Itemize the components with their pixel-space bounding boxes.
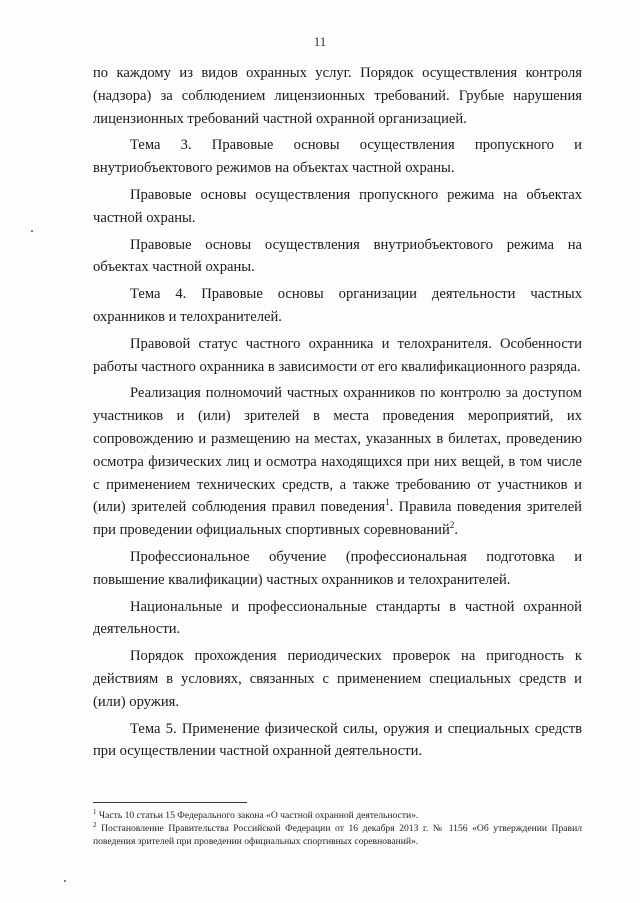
footnote-text: Часть 10 статьи 15 Федерального закона «О частной охранной деятельности». [96,810,419,821]
topic-5-heading: Тема 5. Применение физической силы, оружия и специальных средств при осуществлении частной охранной деятельности. [93,720,582,760]
topic-3-heading: Тема 3. Правовые основы осуществления пропускного и внутриобъектового режимов на объектах частной охраны. [93,137,582,177]
footnote-ref: 2 [449,520,455,531]
paragraph: Правовые основы осуществления внутриобъектового режима на объектах частной охраны. [93,236,582,276]
footnote-ref: 1 [385,497,390,508]
scan-speck [64,880,66,882]
footnotes [93,809,582,848]
paragraph-text: . Правила поведения зрителей при проведении официальных спортивных соревнований [93,499,582,539]
footnote-text: Постановление Правительства Российской Федерации от 16 декабря 2013 г. № 1156 «Об утверждении Правил поведения зрителей при проведении официальных спортивных соревнований». [93,823,582,847]
footnote-marker: 1 [93,807,97,816]
paragraph: Правовой статус частного охранника и телохранителя. Особенности работы частного охранника в зависимости от его квалификационного разряда. [93,335,582,375]
page-number: 11 [313,34,327,49]
scan-speck [31,230,33,232]
footnote [93,809,582,822]
topic-4-heading: Тема 4. Правовые основы организации деятельности частных охранников и телохранителей. [93,286,582,325]
paragraph: Правовые основы осуществления пропускного режима на объектах частной охраны. [93,186,582,226]
footnote [93,822,582,848]
paragraph-continuation: по каждому из видов охранных услуг. Порядок осуществления контроля (надзора) за соблюдением лицензионных требований. Грубые нарушения лицензионных требований частной охранной организацией. [93,65,582,127]
document-body [93,62,582,767]
paragraph: Порядок прохождения периодических проверок на пригодность к действиям в условиях, связанных с применением специальных средств и (или) оружия. [93,648,582,710]
footnote-marker: 2 [93,820,97,829]
paragraph: Профессиональное обучение (профессиональная подготовка и повышение квалификации) частных охранников и телохранителей. [93,548,582,588]
paragraph-with-footnotes [93,382,582,542]
paragraph-text: Реализация полномочий частных охранников по контролю за доступом участников и (или) зрителей в места проведения мероприятий, их сопровождению и размещению на местах, указанных в билетах, проведению осмотра физических лиц и осмотра находящихся при них вещей, в том числе с применением технических средств, а также требованию от участников и (или) зрителей соблюдения правил поведения [93,385,582,516]
footnote-separator [93,802,247,803]
paragraph: Национальные и профессиональные стандарты в частной охранной деятельности. [93,598,582,638]
paragraph-text: . [454,522,458,539]
